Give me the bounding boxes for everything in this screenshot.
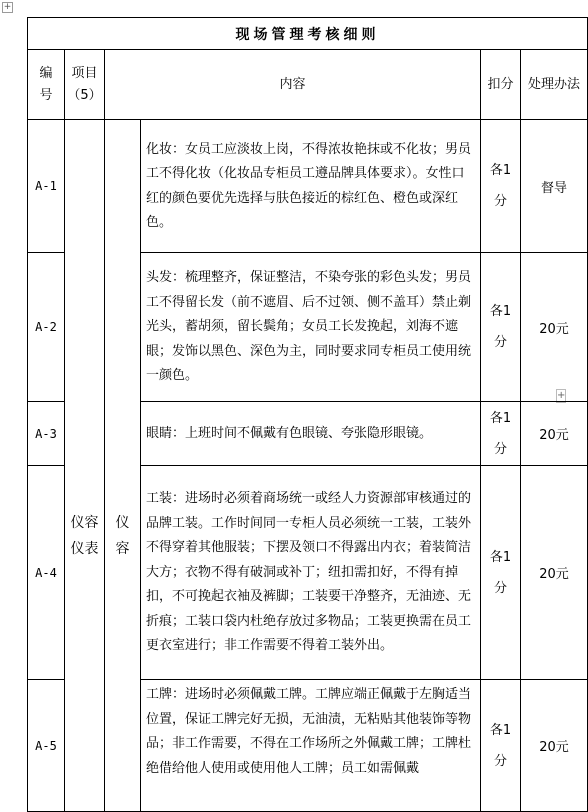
row-content: 头发：梳理整齐，保证整洁，不染夸张的彩色头发；男员工不得留长发（前不遮眉、后不过领、侧不盖耳）禁止剃光头，蓄胡须，留长鬓角；女员工长发挽起，刘海不遮眼；发饰以黑色、深色为主，同时要求同专柜员工使用统一颜色。 <box>141 253 481 402</box>
header-deduct: 扣分 <box>481 50 521 120</box>
row-handle: 20元 <box>521 466 588 680</box>
row-content <box>141 680 481 812</box>
row-content: 工装：进场时必须着商场统一或经人力资源部审核通过的品牌工装。工作时间同一专柜人员必须统一工装，工装外不得穿着其他服装；下摆及领口不得露出内衣；着装简洁大方；衣物不得有破洞或补丁；纽扣需扣好，不得有掉扣，不可挽起衣袖及裤脚；工装要干净整齐，无油迹、无折痕；工装口袋内杜绝存放过多物品；工装更换需在员工更衣室进行；非工作需要不得着工装外出。 <box>141 466 481 680</box>
row-deduct: 各1 分 <box>481 680 521 812</box>
table-title: 现场管理考核细则 <box>28 18 588 50</box>
row-deduct: 各1 分 <box>481 466 521 680</box>
header-content: 内容 <box>105 50 481 120</box>
category-outer <box>65 120 105 812</box>
row-deduct: 各1 分 <box>481 253 521 402</box>
assessment-table <box>27 17 588 812</box>
row-handle: 督导 <box>521 120 588 253</box>
row-code: A-4 <box>28 466 65 680</box>
header-code: 编 号 <box>28 50 65 120</box>
row-code: A-1 <box>28 120 65 253</box>
row-handle: 20元 <box>521 402 588 466</box>
row-handle: 20元 <box>521 680 588 812</box>
header-item: 项目 （5） <box>65 50 105 120</box>
header-handle: 处理办法 <box>521 50 588 120</box>
row-deduct: 各1 分 <box>481 120 521 253</box>
category-outer-text: 仪容仪表 <box>70 514 99 557</box>
row-content-text: 工牌：进场时必须佩戴工牌。工牌应端正佩戴于左胸适当位置，保证工牌完好无损，无油渍，无粘贴其他装饰等物品；非工作需要，不得在工作场所之外佩戴工牌；工牌杜绝借给他人使用或使用他人工牌；员工如需佩戴 <box>146 687 472 776</box>
row-code: A-2 <box>28 253 65 402</box>
row-add-handle-icon[interactable]: + <box>557 390 566 401</box>
row-content: 化妆：女员工应淡妆上岗，不得浓妆艳抹或不化妆；男员工不得化妆（化妆品专柜员工遵品牌具体要求）。女性口红的颜色要优先选择与肤色接近的棕红色、橙色或深红色。 <box>141 120 481 253</box>
category-inner-text: 仪容 <box>115 514 130 557</box>
table-move-handle-icon[interactable]: + <box>3 2 12 12</box>
row-deduct: 各1 分 <box>481 402 521 466</box>
category-inner <box>105 120 141 812</box>
row-content: 眼睛：上班时间不佩戴有色眼镜、夸张隐形眼镜。 <box>141 402 481 466</box>
row-handle: 20元 <box>521 253 588 402</box>
row-code: A-5 <box>28 680 65 812</box>
row-code: A-3 <box>28 402 65 466</box>
